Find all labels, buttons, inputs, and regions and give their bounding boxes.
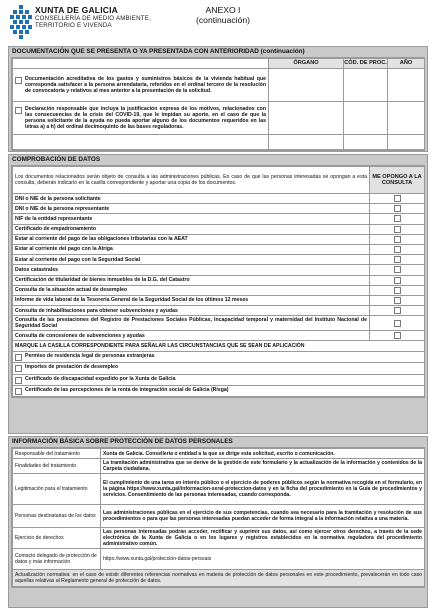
table-row	[13, 459, 425, 474]
check-item-label: DNI o NIE de la persona representante	[13, 204, 370, 214]
table-row	[13, 528, 425, 549]
list-item	[13, 275, 425, 285]
circumstance-checkbox[interactable]	[15, 365, 22, 372]
organ-cell[interactable]	[269, 102, 344, 135]
section-title: INFORMACIÓN BÁSICA SOBRE PROTECCIÓN DE DATOS PERSONALES	[12, 438, 233, 445]
circumstance-checkbox[interactable]	[15, 388, 22, 395]
privacy-section	[8, 436, 428, 608]
proc-code-cell[interactable]	[344, 69, 388, 102]
table-row	[13, 102, 425, 135]
check-item-label: Consulta de inhabilitaciones para obtener subvenciones y ayudas	[13, 306, 370, 316]
circumstance-label: Certificado de discapacidad expedido por la Xunta de Galicia	[25, 375, 176, 382]
list-item	[13, 224, 425, 234]
oppose-checkbox[interactable]	[394, 307, 401, 314]
check-item-label: Estar al corriente del pago con la Atriga	[13, 244, 370, 254]
privacy-label: Personas destinatarias de los datos	[13, 505, 101, 528]
oppose-checkbox[interactable]	[394, 236, 401, 243]
xunta-de-galicia-logo	[10, 4, 32, 40]
list-item	[13, 265, 425, 275]
table-row	[13, 570, 425, 587]
check-item-label: Certificación de titularidad de bienes inmuebles de la D.G. del Catastro	[13, 275, 370, 285]
oppose-consult-header: ME OPONGO A LA CONSULTA	[370, 167, 425, 194]
check-item-label: Estar al corriente del pago de las obligaciones tributarias con la AEAT	[13, 234, 370, 244]
section-title: COMPROBACIÓN DE DATOS	[12, 156, 101, 163]
document-header	[10, 3, 425, 43]
list-item	[13, 351, 425, 362]
check-item-label: DNI o NIE de la persona solicitante	[13, 194, 370, 204]
list-item	[13, 331, 425, 341]
column-header-organ: ÓRGANO	[269, 59, 344, 69]
oppose-checkbox[interactable]	[394, 226, 401, 233]
intro-row	[13, 167, 425, 194]
list-item	[13, 204, 425, 214]
oppose-checkbox[interactable]	[394, 320, 401, 327]
table-row	[13, 474, 425, 505]
oppose-checkbox[interactable]	[394, 205, 401, 212]
document-checkbox[interactable]	[15, 107, 22, 114]
circumstances-header-row	[13, 341, 425, 352]
year-cell[interactable]	[388, 135, 425, 150]
privacy-text: Xunta de Galicia. Consellería o entidad a la que se dirige esta solicitud, escrito o comunicación.	[101, 449, 425, 459]
empty-document-cell[interactable]	[13, 135, 269, 150]
oppose-checkbox[interactable]	[394, 297, 401, 304]
data-check-table	[12, 166, 425, 397]
oppose-checkbox[interactable]	[394, 215, 401, 222]
column-header-year: AÑO	[388, 59, 425, 69]
privacy-label: Contacto delegado de protección de datos y más información	[13, 549, 101, 570]
table-row	[13, 449, 425, 459]
privacy-label: Legitimación para el tratamiento	[13, 474, 101, 505]
circumstance-label: Permiso de residencia legal de personas extranjeras	[25, 353, 155, 360]
check-item-label: Consulta de las prestaciones del Registro de Prestaciones Sociales Públicas, Incapacidad temporal y maternidad del Instituto Nacional de Seguridad Social	[13, 316, 370, 331]
organization-block	[35, 5, 151, 30]
data-check-section	[8, 154, 428, 434]
annex-subtitle: (continuación)	[196, 15, 250, 25]
column-header-proc-code: CÓD. DE PROC.	[344, 59, 388, 69]
list-item	[13, 385, 425, 396]
list-item	[13, 214, 425, 224]
document-description: Documentación acreditativa de los gastos y suministros básicos de la vivienda habitual que corresponda satisfacer a la persona arrendataria, referidos en el ordinal tercero de la resolución de convocatoria y relativos al mes anterior a la presentación de la solicitud.	[25, 75, 266, 95]
department-line-1: CONSELLERÍA DE MEDIO AMBIENTE,	[35, 15, 152, 22]
oppose-checkbox[interactable]	[394, 246, 401, 253]
privacy-text: La tramitación administrativa que se derive de la gestión de este formulario y la actualización de la información y contenidos de la Carpeta ciudadana.	[101, 459, 425, 474]
organ-cell[interactable]	[269, 135, 344, 150]
list-item	[13, 244, 425, 254]
privacy-table	[12, 448, 425, 587]
table-row	[13, 69, 425, 102]
privacy-text: El cumplimiento de una tarea en interés público o el ejercicio de poderes públicos según la normativa recogida en el formulario, en la página https://www.xunta.gal/informacion-xeral-proteccion-datos y en la ficha del procedimiento en la Guía de procedimientos y servicios. Consentimiento de las personas interesadas, cuando corresponda.	[101, 474, 425, 505]
documentation-table	[12, 58, 425, 150]
check-item-label: Informe de vida laboral de la Tesorería General de la Seguridad Social de los últimos 12 meses	[13, 295, 370, 305]
privacy-text: Las personas interesadas podrán acceder, rectificar y suprimir sus datos, así como ejercer otros derechos, a través de la sede electrónica de la Xunta de Galicia o en los lugares y registros establecidos en la normativa reguladora del procedimiento administrativo común.	[101, 528, 425, 549]
check-item-label: Consulta de la situación actual de desempleo	[13, 285, 370, 295]
proc-code-cell[interactable]	[344, 102, 388, 135]
annex-title: ANEXO I	[205, 5, 241, 15]
check-item-label: Certificado de empadronamiento	[13, 224, 370, 234]
check-item-label: Estar al corriente del pago con la Seguridad Social	[13, 255, 370, 265]
list-item	[13, 295, 425, 305]
document-checkbox[interactable]	[15, 77, 22, 84]
section-title: DOCUMENTACIÓN QUE SE PRESENTA O YA PRESENTADA CON ANTERIORIDAD (continuación)	[12, 48, 305, 55]
list-item	[13, 255, 425, 265]
consult-intro-text: Los documentos relacionados serán objeto de consulta a las administraciones públicas. En caso de que las personas interesadas se opongan a esta consulta, deberán indicarlo en la casilla correspondiente y aportar una copia de los documentos.	[13, 167, 370, 194]
privacy-link[interactable]: https://www.xunta.gal/proteccion-datos-persoais	[101, 549, 425, 570]
privacy-label: Responsable del tratamiento	[13, 449, 101, 459]
documentation-section	[8, 46, 428, 152]
list-item	[13, 234, 425, 244]
list-item	[13, 374, 425, 385]
check-item-label: Consulta de concesiones de subvenciones y ayudas	[13, 331, 370, 341]
oppose-checkbox[interactable]	[394, 195, 401, 202]
document-description: Declaración responsable que incluya la justificación expresa de los motivos, relacionados con las consecuencias de la crisis del COVID-19, que le impidan su aporte, en el caso de que la persona solicitante de la ayuda no pueda aportar alguno de los documentos requeridos en las letras a) a h) del ordinal decimoquinto de las bases reguladoras.	[25, 105, 266, 131]
circumstance-checkbox[interactable]	[15, 377, 22, 384]
regulatory-update-note: Actualización normativa: en el caso de existir diferentes referencias normativas en materia de protección de datos personales en este procedimiento, prevalecerán en todo caso aquellas relativas al Reglamento general de protección de datos.	[13, 570, 425, 587]
oppose-checkbox[interactable]	[394, 256, 401, 263]
annex-label	[196, 5, 250, 25]
oppose-checkbox[interactable]	[394, 266, 401, 273]
circumstances-title: MARQUE LA CASILLA CORRESPONDIENTE PARA SEÑALAR LAS CIRCUNSTANCIAS QUE SE SEAN DE APLICACIÓN	[13, 341, 425, 352]
privacy-text: Las administraciones públicas en el ejercicio de sus competencias, cuando sea necesario para la tramitación y resolución de sus procedimientos o para que las personas interesadas puedan acceder de forma integral a la información relativa a una materia.	[101, 505, 425, 528]
oppose-checkbox[interactable]	[394, 332, 401, 339]
organ-cell[interactable]	[269, 69, 344, 102]
check-item-label: Datos catastrales	[13, 265, 370, 275]
year-cell[interactable]	[388, 69, 425, 102]
proc-code-cell[interactable]	[344, 135, 388, 150]
privacy-label: Ejercicio de derechos	[13, 528, 101, 549]
list-item	[13, 316, 425, 331]
table-header-row	[13, 59, 425, 69]
circumstance-label: Importes de prestación de desempleo	[25, 364, 119, 371]
privacy-label: Finalidades del tratamiento	[13, 459, 101, 474]
list-item	[13, 306, 425, 316]
list-item	[13, 363, 425, 374]
oppose-checkbox[interactable]	[394, 287, 401, 294]
table-row	[13, 505, 425, 528]
oppose-checkbox[interactable]	[394, 277, 401, 284]
year-cell[interactable]	[388, 102, 425, 135]
list-item	[13, 285, 425, 295]
organization-name: XUNTA DE GALICIA	[35, 5, 119, 15]
table-row	[13, 549, 425, 570]
table-row	[13, 135, 425, 150]
department-line-2: TERRITORIO E VIVENDA	[35, 22, 112, 30]
list-item	[13, 194, 425, 204]
circumstance-label: Certificado de las percepciones de la renta de integración social de Galicia (Risga)	[25, 386, 229, 393]
check-item-label: NIF de la entidad representante	[13, 214, 370, 224]
circumstance-checkbox[interactable]	[15, 354, 22, 361]
